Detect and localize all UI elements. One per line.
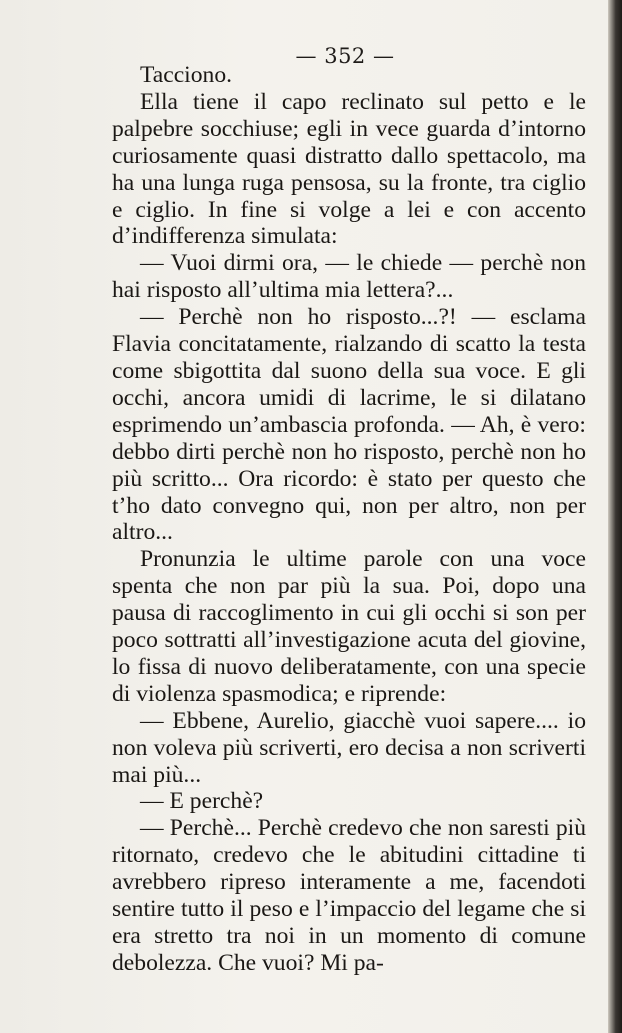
paragraph: — E perchè?	[140, 788, 264, 815]
paragraph: — Perchè non ho risposto...?! — esclama Flavia concitatamente, rialzando di scatto la testa come sbigottita dal suono della sua voce. E gli occhi, ancora umidi di lacrime, le si dilatano esprimendo un’ambascia profonda. — Ah, è vero: debbo dirti perchè non ho risposto, perchè non ho più scritto... Ora ricordo: è stato per questo che t’ho dato convegno qui, non per altro, non per altro...	[112, 304, 586, 546]
paragraph: Pronunzia le ultime parole con una voce spenta che non par più la sua. Poi, dopo una pausa di raccoglimento in cui gli occhi si son per poco sottratti all’investigazione acuta del giovine, lo fissa di nuovo deliberatamente, con una specie di violenza spasmodica; e riprende:	[112, 546, 586, 707]
page-edge-shadow	[608, 0, 622, 1033]
paragraph: Ella tiene il capo reclinato sul petto e le palpebre socchiuse; egli in vece guarda d’intorno curiosamente quasi distratto dallo spettacolo, ma ha una lunga ruga pensosa, su la fronte, tra ciglio e ciglio. In fine si volge a lei e con accento d’indifferenza simulata:	[112, 88, 586, 250]
paragraph: Tacciono.	[140, 62, 233, 88]
paragraph: — Ebbene, Aurelio, giacchè vuoi sapere.... io non voleva più scriverti, ero decisa a non scriverti mai più...	[112, 707, 586, 788]
page-text	[112, 62, 586, 977]
page-number: — 352 —	[295, 44, 395, 68]
paragraph: — Vuoi dirmi ora, — le chiede — perchè non hai risposto all’ultima mia lettera?...	[112, 250, 586, 304]
paragraph: — Perchè... Perchè credevo che non saresti più ritornato, credevo che le abitudini cittadine ti avrebbero ripreso interamente a me, facendoti sentire tutto il peso e l’impaccio del legame che si era stretto tra noi in un momento di comune debolezza. Che vuoi? Mi pa-	[112, 815, 586, 976]
